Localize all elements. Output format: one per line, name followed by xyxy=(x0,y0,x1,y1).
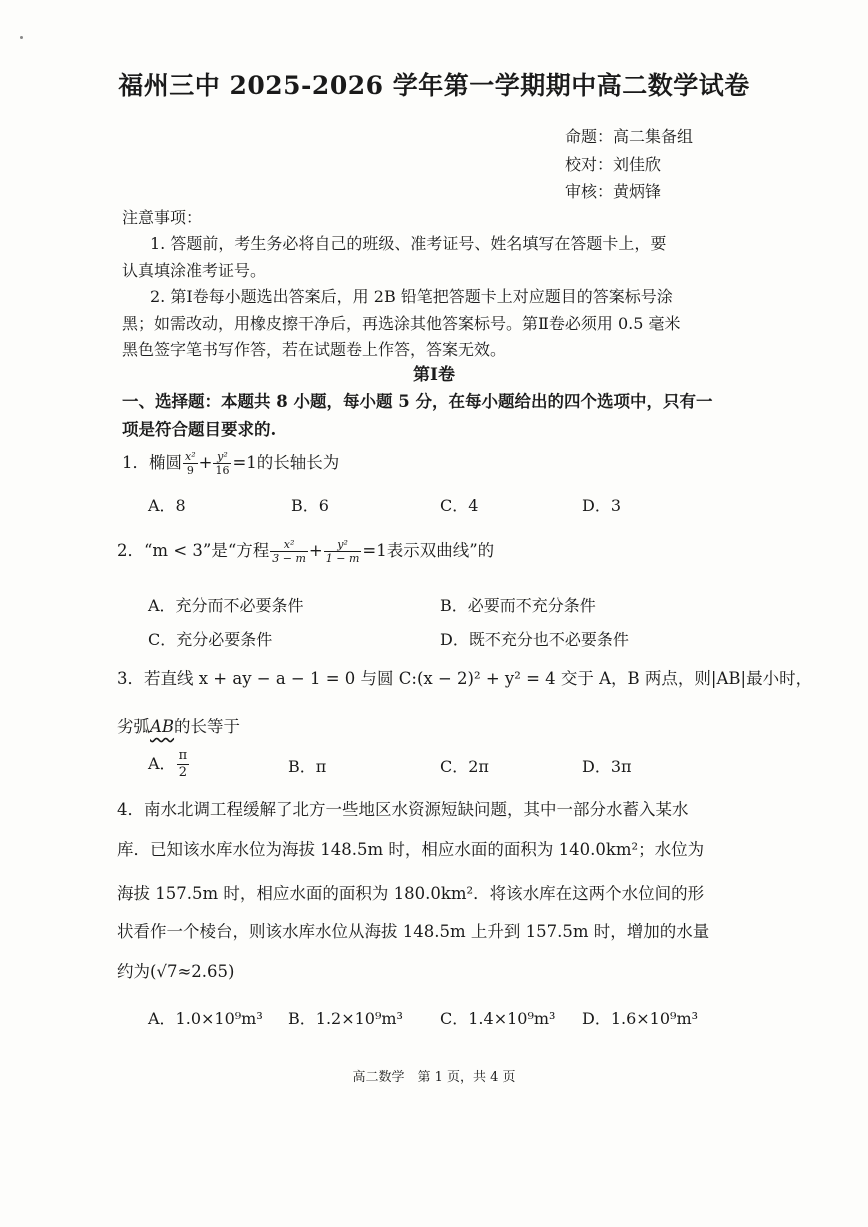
q2-option-a[interactable]: A．充分而不必要条件 xyxy=(148,596,304,615)
q3-arc-ab: AB xyxy=(150,717,175,736)
q2-frac2: $\frac{\text{y²}}{1 - m}$ xyxy=(325,538,360,565)
notice-item2-line2: 黑；如需改动，用橡皮擦干净后，再选涂其他答案标号。第Ⅱ卷必须用 0.5 毫米 xyxy=(122,314,681,333)
q4-line1: 4．南水北调工程缓解了北方一些地区水资源短缺问题，其中一部分水蓄入某水 xyxy=(117,800,689,819)
scan-artifact xyxy=(20,36,23,39)
q3-line1: 3．若直线 x + ay − a − 1 = 0 与圆 C:(x − 2)² + y² = 4 交于 A，B 两点，则|AB|最小时， xyxy=(117,669,813,688)
q2-option-c[interactable]: C．充分必要条件 xyxy=(148,630,273,649)
proofreader-line: 校对：刘佳欣 xyxy=(565,155,662,174)
notice-heading: 注意事项： xyxy=(122,208,203,227)
q1-option-b[interactable]: B．6 xyxy=(291,496,329,515)
q1-option-c[interactable]: C．4 xyxy=(440,496,479,515)
q1-frac2: $\frac{\text{y²}}{16}$ xyxy=(215,450,230,477)
setter-line: 命题：高二集备组 xyxy=(565,127,694,146)
q1-frac1: $\frac{\text{x²}}{9}$ xyxy=(185,450,196,477)
q4-line5: 约为(√7≈2.65) xyxy=(117,962,235,981)
q4-option-d[interactable]: D．1.6×10⁹m³ xyxy=(582,1009,699,1028)
q4-line2: 库．已知该水库水位为海拔 148.5m 时，相应水面的面积为 140.0km²；水位为 xyxy=(117,840,705,859)
q4-option-b[interactable]: B．1.2×10⁹m³ xyxy=(288,1009,403,1028)
exam-title: 福州三中 2025-2026 学年第一学期期中高二数学试卷 xyxy=(118,71,750,100)
q1-suffix: =1的长轴长为 xyxy=(232,453,340,472)
reviewer-line: 审核：黄炳锋 xyxy=(565,182,662,201)
q3-option-a[interactable]: A． $\frac{\pi}{2}$ xyxy=(148,748,188,780)
notice-item2-line1: 2. 第Ⅰ卷每小题选出答案后，用 2B 铅笔把答题卡上对应题目的答案标号涂 xyxy=(150,287,673,306)
q2-frac1: $\frac{\text{x²}}{3 - m}$ xyxy=(272,538,306,565)
q2-suffix: =1表示双曲线”的 xyxy=(362,541,495,560)
q4-line3: 海拔 157.5m 时，相应水面的面积为 180.0km²．将该水库在这两个水位间的形 xyxy=(117,884,705,903)
q1-prefix: 1．椭圆 xyxy=(122,453,182,472)
q1-option-a[interactable]: A．8 xyxy=(148,496,186,515)
q1-option-d[interactable]: D．3 xyxy=(582,496,622,515)
q3-option-b[interactable]: B．π xyxy=(288,757,327,776)
q2-prefix: 2．“m < 3”是“方程 xyxy=(117,541,270,560)
q3-optA-frac: $\frac{\pi}{2}$ xyxy=(178,748,188,780)
q2-option-d[interactable]: D．既不充分也不必要条件 xyxy=(440,630,629,649)
q4-line4: 状看作一个棱台，则该水库水位从海拔 148.5m 上升到 157.5m 时，增加的水量 xyxy=(117,922,710,941)
question-1: 1．椭圆 $\frac{\text{x²}}{9}$ + $\frac{\text{y²}}{16}$ =1的长轴长为 xyxy=(122,450,340,477)
q3-option-d[interactable]: D．3π xyxy=(582,757,632,776)
q4-option-c[interactable]: C．1.4×10⁹m³ xyxy=(440,1009,556,1028)
page-footer: 高二数学 第 1 页，共 4 页 xyxy=(352,1070,516,1085)
q3-option-c[interactable]: C．2π xyxy=(440,757,489,776)
part1-line2: 项是符合题目要求的. xyxy=(122,420,277,439)
part1-line1: 一、选择题：本题共 8 小题，每小题 5 分，在每小题给出的四个选项中，只有一 xyxy=(122,392,713,411)
notice-item2-line3: 黑色签字笔书写作答，若在试题卷上作答，答案无效。 xyxy=(122,340,507,359)
notice-item1-line2: 认真填涂准考证号。 xyxy=(122,261,267,280)
q3-line2: 劣弧AB的长等于 xyxy=(117,717,241,736)
question-2: 2．“m < 3”是“方程 $\frac{\text{x²}}{3 - m}$ + $\frac{\text{y²}}{1 - m}$ =1表示双曲线”的 xyxy=(117,538,495,565)
q2-option-b[interactable]: B．必要而不充分条件 xyxy=(440,596,596,615)
section-title: 第Ⅰ卷 xyxy=(413,365,455,385)
q4-option-a[interactable]: A．1.0×10⁹m³ xyxy=(148,1009,263,1028)
notice-item1-line1: 1. 答题前，考生务必将自己的班级、准考证号、姓名填写在答题卡上，要 xyxy=(150,234,667,253)
